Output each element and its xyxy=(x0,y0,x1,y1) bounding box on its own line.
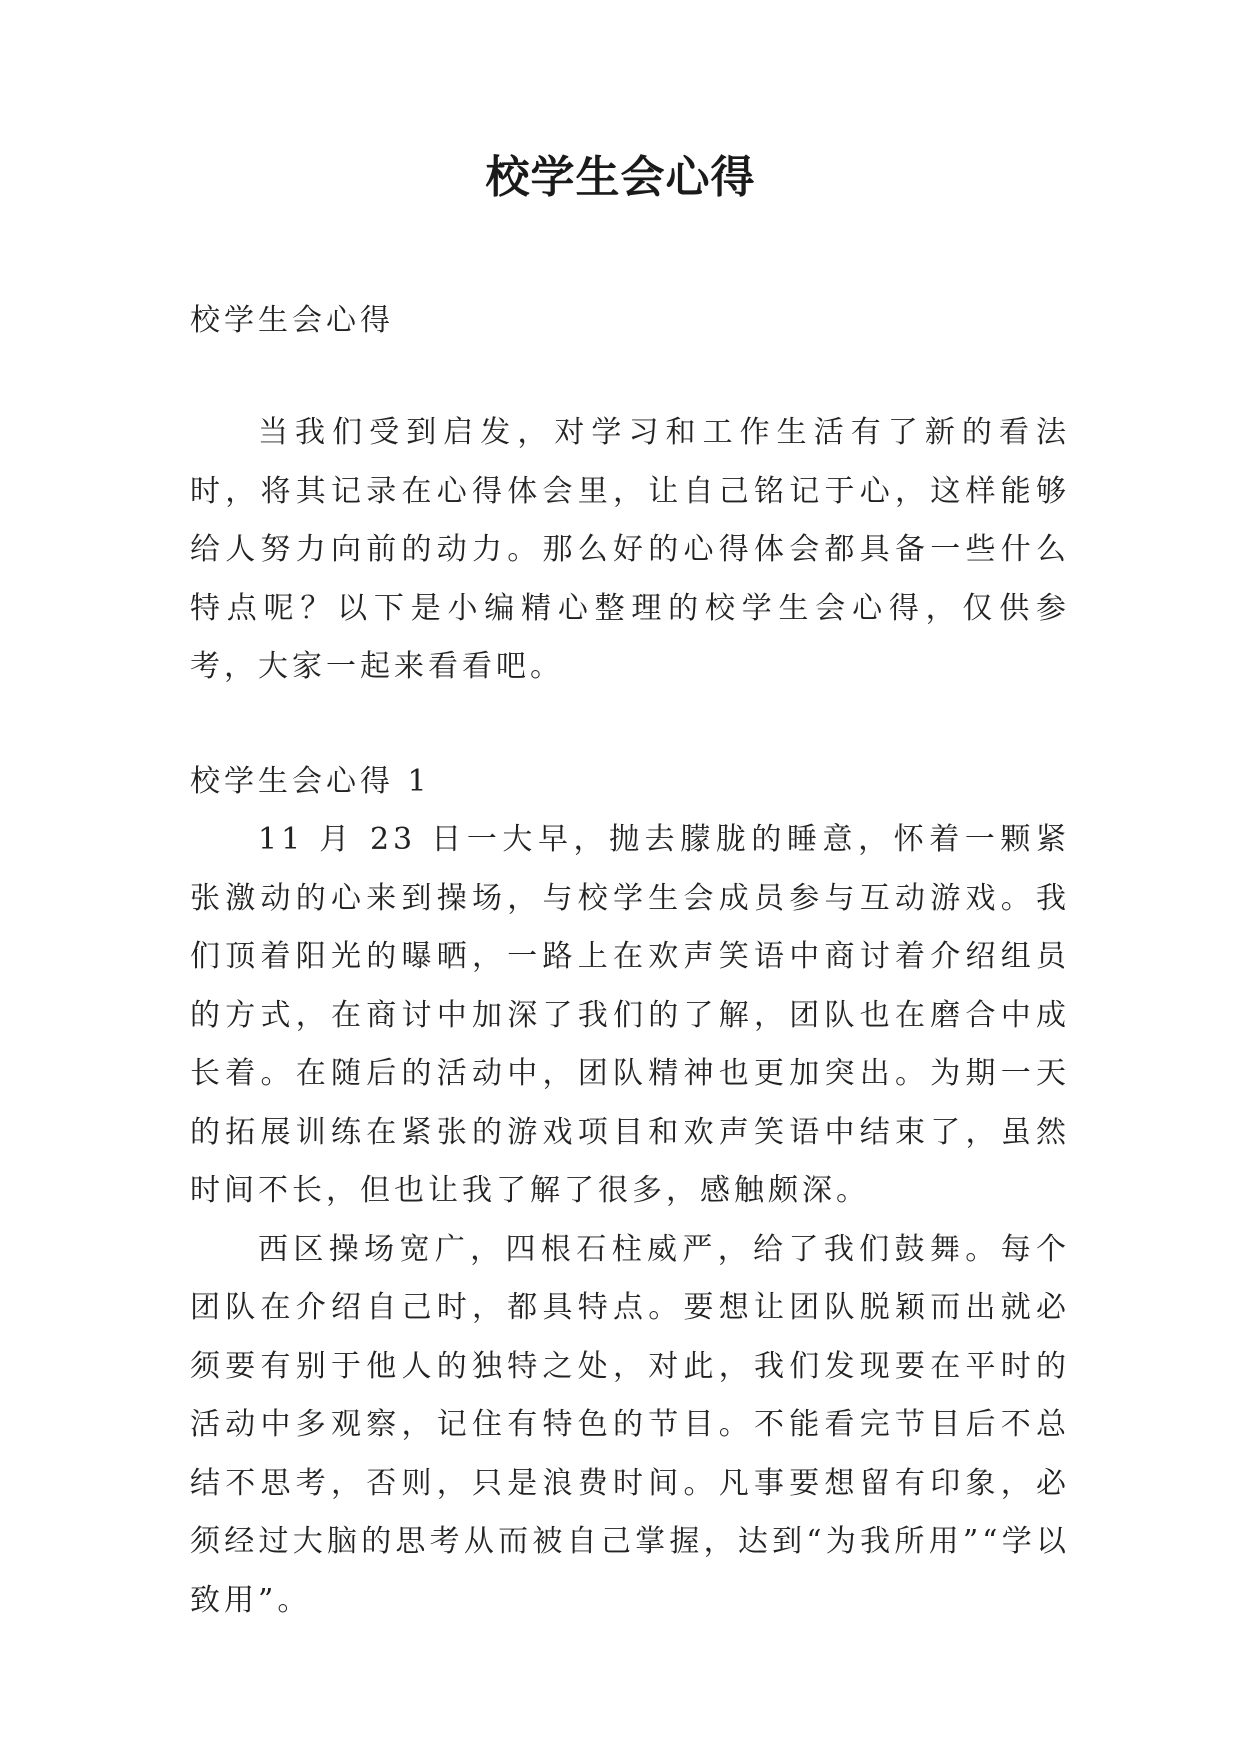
section-paragraph: 西区操场宽广，四根石柱威严，给了我们鼓舞。每个团队在介绍自己时，都具特点。要想让团队脱颖而出就必须要有别于他人的独特之处，对此，我们发现要在平时的活动中多观察，记住有特色的节目。不能看完节目后不总结不思考，否则，只是浪费时间。凡事要想留有印象，必须经过大脑的思考从而被自己掌握，达到“为我所用”“学以致用”。 xyxy=(190,1231,1070,1618)
section-paragraph: 11 月 23 日一大早，抛去朦胧的睡意，怀着一颗紧张激动的心来到操场，与校学生会成员参与互动游戏。我们顶着阳光的曝晒，一路上在欢声笑语中商讨着介绍组员的方式，在商讨中加深了我们的了解，团队也在磨合中成长着。在随后的活动中，团队精神也更加突出。为期一天的拓展训练在紧张的游戏项目和欢声笑语中结束了，虽然时间不长，但也让我了解了很多，感触颇深。 xyxy=(190,822,1070,1208)
document-title: 校学生会心得 xyxy=(485,152,756,203)
subtitle-text: 校学生会心得 xyxy=(190,303,394,338)
section-1-heading-block xyxy=(190,753,1070,812)
section-1-body xyxy=(190,811,1070,1630)
intro-section xyxy=(190,404,1070,697)
document-subtitle xyxy=(190,292,1070,351)
section-heading: 校学生会心得 1 xyxy=(190,764,431,799)
intro-paragraph: 当我们受到启发，对学习和工作生活有了新的看法时，将其记录在心得体会里，让自己铭记于心，这样能够给人努力向前的动力。那么好的心得体会都具备一些什么特点呢？以下是小编精心整理的校学生会心得，仅供参考，大家一起来看看吧。 xyxy=(190,415,1070,684)
